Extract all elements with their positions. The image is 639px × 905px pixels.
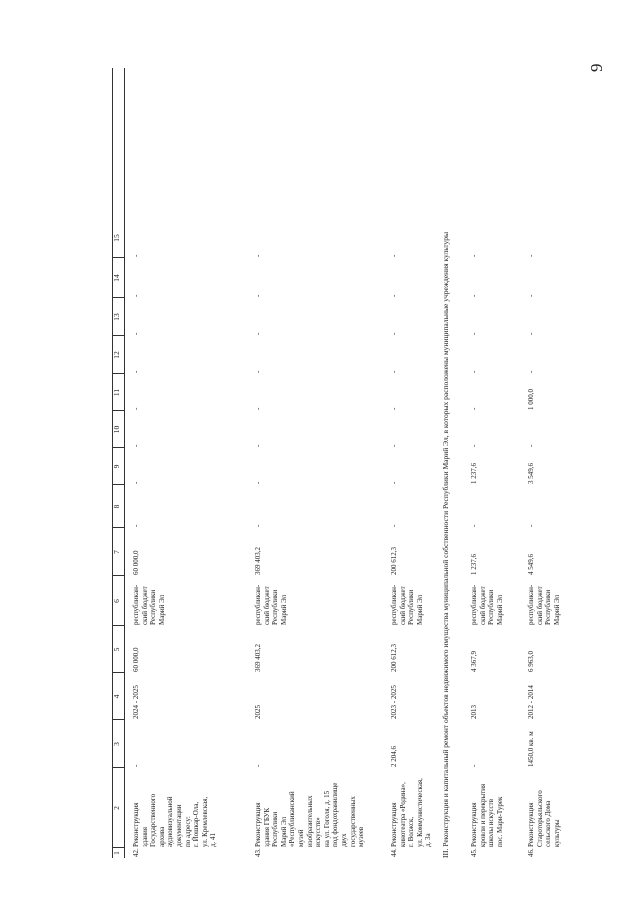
cell-c10: - [132, 444, 140, 447]
cell-c6: республикан- ский бюджет Республики Марий Эл [254, 584, 288, 625]
cell-c14: - [390, 294, 398, 297]
cell-c10: - [527, 444, 535, 447]
column-number-4: 4 [112, 694, 121, 699]
cell-c7: 369 403,2 [254, 547, 262, 575]
cell-c11: 1 000,0 [527, 389, 535, 410]
cell-name: Реконструкция здания ГБУК Республики Марий Эл «Республиканский музей изобразительных искусств» на ул. Гоголя, д. 15 под фондохранилище двух государственных музеев [254, 782, 366, 847]
cell-c12: - [470, 370, 478, 373]
cell-c11: - [132, 407, 140, 410]
cell-name: Реконструкция Старотoрьяльского сельского Дома культуры [527, 790, 561, 847]
cell-c5: 60 000,0 [132, 647, 140, 672]
cell-name: Реконструкция здания Государственного архива аудиовизуальной документации по адресу: г. Йошкар-Ола, ул. Кремлевская, д. 41 [132, 793, 218, 847]
cell-c3: 2 204,6 [390, 746, 398, 767]
cell-c3: - [254, 764, 262, 767]
column-number-3: 3 [112, 742, 121, 746]
cell-c4: 2023 - 2025 [390, 685, 398, 719]
cell-c3: - [132, 764, 140, 767]
cell-c6: республикан- ский бюджет Республики Марий Эл [390, 584, 424, 625]
column-number-6: 6 [112, 599, 121, 603]
cell-c13: - [132, 332, 140, 335]
cell-c15: - [527, 254, 535, 257]
cell-c7: 60 000,0 [132, 550, 140, 575]
cell-c4: 2025 [254, 705, 262, 719]
cell-c13: - [527, 332, 535, 335]
cell-c14: - [527, 294, 535, 297]
cell-c14: - [470, 294, 478, 297]
column-number-13: 13 [112, 313, 121, 321]
cell-c4: 2012 - 2014 [527, 685, 535, 719]
column-divider [112, 719, 124, 720]
page-number: 9 [587, 63, 606, 72]
cell-c12: - [254, 370, 262, 373]
column-number-1: 1 [112, 851, 121, 855]
cell-c5: 6 963,0 [527, 651, 535, 672]
column-number-5: 5 [112, 647, 121, 652]
cell-c11: - [390, 407, 398, 410]
column-divider [112, 335, 124, 336]
cell-name: Реконструкция кровли и перекрытия школы искусств пос. Мари-Турек [470, 783, 504, 847]
column-number-11: 11 [112, 388, 121, 397]
cell-c8: - [254, 524, 262, 527]
column-divider [112, 847, 124, 848]
cell-c8: - [132, 524, 140, 527]
cell-c13: - [390, 332, 398, 335]
cell-num: 46. [527, 848, 535, 857]
cell-c8: - [527, 524, 535, 527]
cell-num: 43. [254, 848, 262, 857]
cell-c15: - [132, 254, 140, 257]
cell-c3: - [470, 764, 478, 767]
column-number-7: 7 [112, 550, 121, 554]
section-title: III. Реконструкция и капитальный ремонт объектов недвижимого имущества муниципальной собственности Республики Марий Эл, в которых расположены муниципальные учреждения культуры [441, 231, 450, 858]
cell-c10: - [390, 444, 398, 447]
cell-c15: - [470, 254, 478, 257]
cell-c4: 2013 [470, 705, 478, 719]
cell-c13: - [470, 332, 478, 335]
column-divider [112, 257, 124, 258]
cell-c7: 200 612,3 [390, 547, 398, 575]
column-divider [112, 410, 124, 411]
column-divider [112, 767, 124, 768]
cell-c14: - [132, 294, 140, 297]
cell-name: Реконструкция кинотеатра «Родина», г. Волжск, ул. Коммунистическая, д. 3а [390, 778, 433, 847]
cell-c12: - [132, 370, 140, 373]
cell-c8: - [390, 524, 398, 527]
column-divider [112, 373, 124, 374]
column-divider [112, 297, 124, 298]
cell-num: 42. [132, 848, 140, 857]
column-number-10: 10 [112, 425, 121, 434]
cell-c3: 1450,0 кв. м [527, 731, 535, 767]
column-divider [112, 447, 124, 448]
cell-c8: - [470, 524, 478, 527]
column-number-14: 14 [112, 274, 121, 282]
cell-c12: - [390, 370, 398, 373]
column-divider [112, 672, 124, 673]
cell-c10: - [254, 444, 262, 447]
cell-c12: - [527, 370, 535, 373]
column-number-15: 15 [112, 234, 121, 242]
cell-c4: 2024 - 2025 [132, 685, 140, 719]
cell-num: 44. [390, 848, 398, 857]
cell-c11: - [470, 407, 478, 410]
cell-c13: - [254, 332, 262, 335]
cell-c9: 1 237,6 [470, 463, 478, 484]
cell-c14: - [254, 294, 262, 297]
column-number-2: 2 [112, 806, 121, 810]
cell-c5: 200 612,3 [390, 644, 398, 672]
column-number-12: 12 [112, 351, 121, 359]
column-number-9: 9 [112, 464, 121, 469]
cell-c9: - [254, 481, 262, 484]
column-divider [112, 575, 124, 576]
column-divider [112, 484, 124, 485]
cell-c9: - [132, 481, 140, 484]
column-divider [112, 625, 124, 626]
cell-c5: 369 403,2 [254, 644, 262, 672]
cell-c10: - [470, 444, 478, 447]
cell-c11: - [254, 407, 262, 410]
column-number-8: 8 [112, 504, 121, 509]
cell-c6: республикан- ский бюджет Республики Марий Эл [527, 584, 561, 625]
cell-c7: 1 237,6 [470, 554, 478, 575]
cell-c6: республикан- ский бюджет Республики Марий Эл [132, 584, 166, 625]
cell-c5: 4 367,9 [470, 651, 478, 672]
cell-num: 45. [470, 848, 478, 857]
cell-c15: - [390, 254, 398, 257]
cell-c15: - [254, 254, 262, 257]
header-bottom-line [124, 68, 125, 858]
cell-c9: - [390, 481, 398, 484]
column-divider [112, 527, 124, 528]
rotated-table [112, 68, 561, 858]
cell-c7: 4 549,6 [527, 554, 535, 575]
cell-c6: республикан- ский бюджет Республики Марий Эл [470, 584, 504, 625]
cell-c9: 3 549,6 [527, 463, 535, 484]
